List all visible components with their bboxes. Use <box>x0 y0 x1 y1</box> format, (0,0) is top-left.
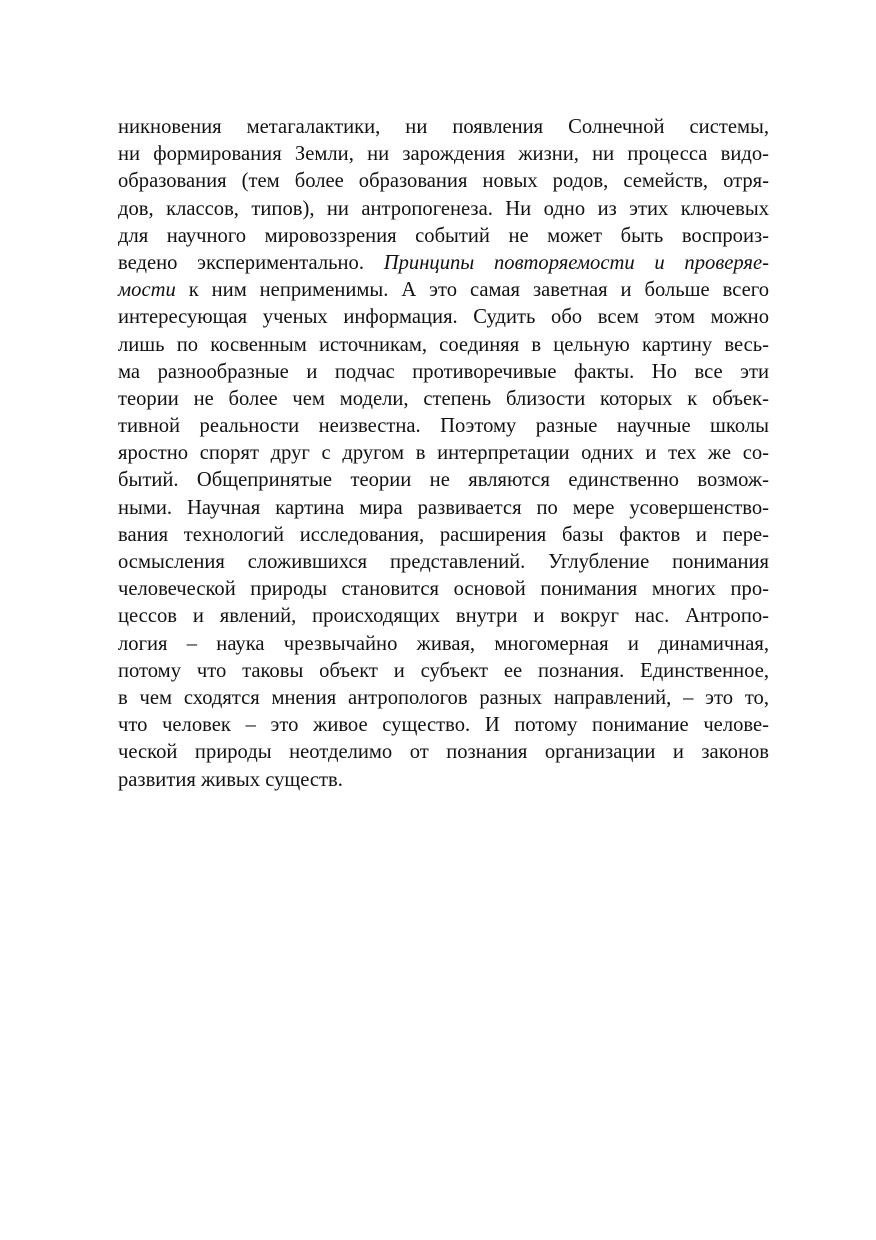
text-segment: к ним неприменимы. А это самая заветная и больше всего <box>175 279 769 302</box>
text-line <box>118 141 769 168</box>
text-segment: логия – наука чрезвычайно живая, многомерная и динамичная, <box>118 632 769 655</box>
text-segment: интересующая ученых информация. Судить обо всем этом можно <box>118 306 769 329</box>
text-line <box>118 495 769 522</box>
text-line <box>118 386 769 413</box>
text-segment: никновения метагалактики, ни появления Солнечной системы, <box>118 116 769 138</box>
text-segment: ма разнообразные и подчас противоречивые факты. Но все эти <box>118 360 769 383</box>
text-segment: человеческой природы становится основой понимания многих про- <box>118 578 769 601</box>
text-segment: дов, классов, типов), ни антропогенеза. Ни одно из этих ключевых <box>118 197 769 220</box>
text-line <box>118 712 769 739</box>
italic-text-segment: Принципы повторяемости и проверяе- <box>383 251 769 274</box>
text-segment: развития живых существ. <box>118 768 343 791</box>
text-line <box>118 196 769 223</box>
text-line <box>118 168 769 195</box>
text-line <box>118 767 769 794</box>
text-line <box>118 223 769 250</box>
text-line <box>118 522 769 549</box>
text-segment: вания технологий исследования, расширения базы фактов и пере- <box>118 523 769 546</box>
text-line <box>118 739 769 766</box>
text-segment: тивной реальности неизвестна. Поэтому разные научные школы <box>118 415 769 438</box>
text-line <box>118 250 769 277</box>
text-line <box>118 576 769 603</box>
text-segment: ведено экспериментально. <box>118 251 384 274</box>
text-line <box>118 114 769 141</box>
text-segment: бытий. Общепринятые теории не являются единственно возмож- <box>118 469 769 492</box>
text-line <box>118 467 769 494</box>
text-segment: что человек – это живое существо. И потому понимание челове- <box>118 714 769 737</box>
text-line <box>118 277 769 304</box>
text-line <box>118 549 769 576</box>
text-segment: образования (тем более образования новых родов, семейств, отря- <box>118 170 769 193</box>
text-segment: ческой природы неотделимо от познания организации и законов <box>118 741 769 764</box>
text-segment: потому что таковы объект и субъект ее познания. Единственное, <box>118 659 769 682</box>
text-line <box>118 304 769 331</box>
text-segment: для научного мировоззрения событий не может быть воспроиз- <box>118 224 769 247</box>
body-text-paragraph <box>118 114 769 794</box>
text-line <box>118 440 769 467</box>
text-segment: лишь по косвенным источникам, соединяя в цельную картину весь- <box>118 333 769 356</box>
text-line <box>118 631 769 658</box>
text-line <box>118 332 769 359</box>
text-line <box>118 413 769 440</box>
italic-text-segment: мости <box>118 279 176 302</box>
text-segment: теории не более чем модели, степень близости которых к объек- <box>118 387 769 410</box>
text-segment: в чем сходятся мнения антропологов разных направлений, – это то, <box>118 686 769 709</box>
text-line <box>118 685 769 712</box>
text-segment: ни формирования Земли, ни зарождения жизни, ни процесса видо- <box>118 143 769 166</box>
text-segment: яростно спорят друг с другом в интерпретации одних и тех же со- <box>118 442 769 465</box>
text-line <box>118 658 769 685</box>
text-segment: ными. Научная картина мира развивается по мере усовершенство- <box>118 496 769 519</box>
text-line <box>118 603 769 630</box>
text-line <box>118 359 769 386</box>
text-segment: осмысления сложившихся представлений. Углубление понимания <box>118 551 769 573</box>
text-segment: цессов и явлений, происходящих внутри и вокруг нас. Антропо- <box>118 605 769 628</box>
